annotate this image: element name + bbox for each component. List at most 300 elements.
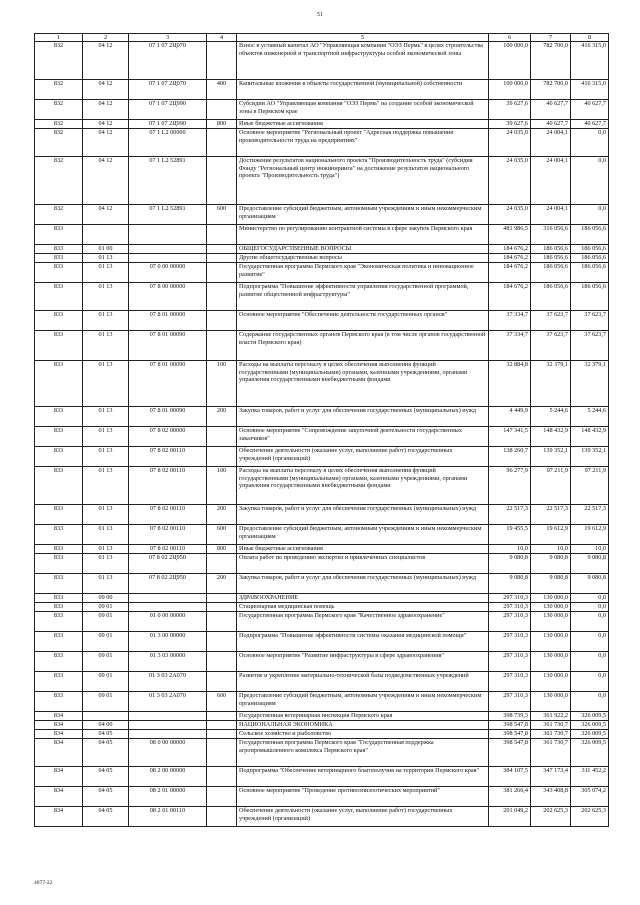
cell-target-article: 07 8 02 00110: [129, 525, 207, 545]
cell-amount-year2: 22 517,3: [531, 505, 571, 525]
cell-amount-year1: 4 449,9: [489, 407, 531, 427]
cell-amount-year3: 0,0: [571, 612, 609, 632]
cell-expense-type: 800: [207, 545, 237, 554]
cell-admin-code: 833: [35, 361, 83, 407]
cell-amount-year3: 139 352,1: [571, 447, 609, 467]
cell-amount-year2: 130 000,0: [531, 603, 571, 612]
cell-admin-code: 833: [35, 545, 83, 554]
cell-amount-year1: 384 107,5: [489, 767, 531, 787]
cell-description: Государственная ветеринарная инспекция Пермского края: [237, 712, 489, 721]
col-header: 8: [571, 34, 609, 42]
cell-amount-year2: 130 000,0: [531, 632, 571, 652]
table-row: [35, 712, 609, 721]
cell-section-code: 04 12: [83, 120, 129, 129]
cell-amount-year2: 202 625,3: [531, 807, 571, 827]
cell-description: Основное мероприятие "Сопровождение закупочной деятельности государственных заказчиков": [237, 427, 489, 447]
cell-description: Капитальные вложения в объекты государственной (муниципальной) собственности: [237, 80, 489, 100]
cell-amount-year2: 782 700,0: [531, 42, 571, 80]
cell-amount-year2: 347 173,4: [531, 767, 571, 787]
cell-target-article: [129, 721, 207, 730]
cell-amount-year3: 148 432,9: [571, 427, 609, 447]
col-header: 5: [237, 34, 489, 42]
cell-amount-year1: 9 080,8: [489, 574, 531, 594]
cell-amount-year2: 782 700,0: [531, 80, 571, 100]
cell-amount-year2: 186 056,6: [531, 245, 571, 254]
cell-description: Основное мероприятие "Региональный проект "Адресная поддержка повышения производительности труда на предприятиях": [237, 129, 489, 157]
cell-amount-year2: 24 004,1: [531, 129, 571, 157]
cell-description: Основное мероприятие "Обеспечение деятельности государственных органов": [237, 311, 489, 331]
cell-section-code: 09 01: [83, 672, 129, 692]
cell-amount-year1: 201 049,2: [489, 807, 531, 827]
cell-target-article: 07 0 00 00000: [129, 263, 207, 283]
table-row: [35, 721, 609, 730]
table-row: [35, 157, 609, 205]
cell-amount-year3: 0,0: [571, 129, 609, 157]
cell-description: Иные бюджетные ассигнования: [237, 120, 489, 129]
cell-description: Расходы на выплаты персоналу в целях обеспечения выполнения функций государственными (муниципальными) органами, казенными учреждениями, органами управления государственными внебюджетными фондами: [237, 467, 489, 505]
cell-amount-year2: 32 379,1: [531, 361, 571, 407]
cell-amount-year3: 0,0: [571, 632, 609, 652]
cell-section-code: 01 13: [83, 574, 129, 594]
cell-description: Основное мероприятие "Проведение противоэпизоотических мероприятий": [237, 787, 489, 807]
cell-description: Другие общегосударственные вопросы: [237, 254, 489, 263]
cell-section-code: 09 00: [83, 594, 129, 603]
cell-amount-year3: 416 315,0: [571, 80, 609, 100]
cell-amount-year3: 326 009,5: [571, 739, 609, 767]
cell-amount-year2: 130 000,0: [531, 612, 571, 632]
table-row: [35, 739, 609, 767]
footer-code: 4077-22: [34, 880, 53, 886]
cell-amount-year2: 361 730,7: [531, 739, 571, 767]
cell-admin-code: 833: [35, 554, 83, 574]
cell-section-code: 09 01: [83, 652, 129, 672]
cell-description: Содержание государственных органов Пермского края (в том числе органов государственной власти Пермского края): [237, 331, 489, 361]
cell-description: Сельское хозяйство и рыболовство: [237, 730, 489, 739]
cell-section-code: 04 05: [83, 730, 129, 739]
cell-admin-code: 832: [35, 100, 83, 120]
table-row: [35, 505, 609, 525]
cell-amount-year1: 297 310,3: [489, 612, 531, 632]
cell-amount-year1: 381 266,4: [489, 787, 531, 807]
cell-admin-code: 832: [35, 120, 83, 129]
cell-target-article: 07 1 L2 52891: [129, 205, 207, 225]
cell-amount-year1: 398 739,3: [489, 712, 531, 721]
cell-amount-year2: 19 612,9: [531, 525, 571, 545]
cell-section-code: 01 13: [83, 311, 129, 331]
cell-amount-year1: 24 035,0: [489, 205, 531, 225]
cell-expense-type: [207, 157, 237, 205]
table-row: [35, 730, 609, 739]
cell-amount-year1: 297 310,3: [489, 652, 531, 672]
cell-expense-type: [207, 225, 237, 245]
cell-amount-year1: 19 455,5: [489, 525, 531, 545]
cell-amount-year3: 326 009,5: [571, 730, 609, 739]
cell-target-article: [129, 603, 207, 612]
cell-section-code: 04 12: [83, 100, 129, 120]
cell-target-article: 01 3 00 00000: [129, 632, 207, 652]
table-row: [35, 787, 609, 807]
cell-admin-code: 833: [35, 505, 83, 525]
cell-expense-type: [207, 594, 237, 603]
cell-expense-type: 100: [207, 361, 237, 407]
cell-target-article: 07 8 02 2Ц950: [129, 554, 207, 574]
table-row: [35, 205, 609, 225]
cell-admin-code: 833: [35, 225, 83, 245]
cell-amount-year3: 19 612,9: [571, 525, 609, 545]
table-row: [35, 574, 609, 594]
cell-amount-year2: 24 004,1: [531, 157, 571, 205]
cell-expense-type: 800: [207, 120, 237, 129]
cell-amount-year1: 297 310,3: [489, 672, 531, 692]
table-row: [35, 554, 609, 574]
cell-admin-code: 833: [35, 311, 83, 331]
cell-section-code: 09 01: [83, 603, 129, 612]
cell-amount-year3: 326 009,5: [571, 712, 609, 721]
cell-expense-type: [207, 672, 237, 692]
cell-target-article: 07 1 07 2Ц070: [129, 42, 207, 80]
cell-description: Стационарная медицинская помощь: [237, 603, 489, 612]
cell-amount-year2: 5 244,6: [531, 407, 571, 427]
cell-amount-year3: 416 315,0: [571, 42, 609, 80]
cell-expense-type: [207, 603, 237, 612]
cell-expense-type: 400: [207, 80, 237, 100]
cell-section-code: 04 12: [83, 129, 129, 157]
cell-amount-year3: 22 517,3: [571, 505, 609, 525]
cell-amount-year3: 9 080,8: [571, 554, 609, 574]
col-header: 6: [489, 34, 531, 42]
cell-target-article: 07 8 02 00110: [129, 447, 207, 467]
cell-amount-year2: 9 080,8: [531, 574, 571, 594]
cell-section-code: 01 13: [83, 525, 129, 545]
cell-target-article: 07 8 01 00090: [129, 361, 207, 407]
cell-expense-type: [207, 129, 237, 157]
cell-amount-year2: 130 000,0: [531, 692, 571, 712]
cell-admin-code: 833: [35, 692, 83, 712]
cell-target-article: 07 8 02 00110: [129, 467, 207, 505]
cell-amount-year2: 361 922,2: [531, 712, 571, 721]
table-row: [35, 545, 609, 554]
cell-amount-year3: 186 056,6: [571, 245, 609, 254]
cell-amount-year1: 10,0: [489, 545, 531, 554]
cell-section-code: 09 01: [83, 612, 129, 632]
cell-amount-year1: 138 260,7: [489, 447, 531, 467]
cell-amount-year1: 481 986,5: [489, 225, 531, 245]
cell-expense-type: [207, 245, 237, 254]
cell-section-code: 01 13: [83, 283, 129, 311]
cell-description: Расходы на выплаты персоналу в целях обеспечения выполнения функций государственными (муниципальными) органами, казенными учреждениями, органами управления государственными внебюджетными фондами: [237, 361, 489, 407]
cell-amount-year2: 40 627,7: [531, 100, 571, 120]
cell-admin-code: 833: [35, 652, 83, 672]
cell-amount-year1: 184 676,2: [489, 254, 531, 263]
cell-amount-year1: 39 627,6: [489, 100, 531, 120]
table-row: [35, 612, 609, 632]
cell-target-article: 07 8 01 00090: [129, 331, 207, 361]
cell-expense-type: [207, 283, 237, 311]
cell-description: Взнос в уставный капитал АО "Управляющая компания "ОЭЗ Пермь" в целях строительства объектов инженерной и транспортной инфраструктуры особой экономической зоны: [237, 42, 489, 80]
cell-admin-code: 833: [35, 672, 83, 692]
cell-amount-year2: 361 730,7: [531, 730, 571, 739]
cell-description: Иные бюджетные ассигнования: [237, 545, 489, 554]
cell-amount-year3: 37 623,7: [571, 311, 609, 331]
budget-table: [34, 33, 609, 827]
cell-admin-code: 834: [35, 712, 83, 721]
cell-admin-code: 833: [35, 407, 83, 427]
cell-section-code: 09 01: [83, 692, 129, 712]
cell-amount-year3: 186 056,6: [571, 263, 609, 283]
cell-description: Государственная программа Пермского края "Экономическая политика и инновационное развитие": [237, 263, 489, 283]
cell-amount-year2: 24 004,1: [531, 205, 571, 225]
cell-amount-year3: 186 056,6: [571, 254, 609, 263]
cell-description: Предоставление субсидий бюджетным, автономным учреждениям и иным некоммерческим организациям: [237, 205, 489, 225]
cell-admin-code: 832: [35, 42, 83, 80]
cell-admin-code: 833: [35, 467, 83, 505]
cell-target-article: [129, 730, 207, 739]
cell-amount-year1: 398 547,8: [489, 730, 531, 739]
cell-expense-type: [207, 739, 237, 767]
cell-target-article: 08 2 01 00000: [129, 787, 207, 807]
cell-target-article: 08 2 01 00110: [129, 807, 207, 827]
cell-description: Субсидии АО "Управляющая компания "ОЭЗ Пермь" на создание особой экономической зоны в Пермском крае: [237, 100, 489, 120]
cell-description: Закупка товаров, работ и услуг для обеспечения государственных (муниципальных) нужд: [237, 407, 489, 427]
cell-target-article: [129, 254, 207, 263]
cell-amount-year1: 32 884,8: [489, 361, 531, 407]
cell-target-article: [129, 712, 207, 721]
cell-section-code: 04 05: [83, 787, 129, 807]
cell-admin-code: 834: [35, 721, 83, 730]
col-header: 2: [83, 34, 129, 42]
cell-description: НАЦИОНАЛЬНАЯ ЭКОНОМИКА: [237, 721, 489, 730]
cell-admin-code: 832: [35, 205, 83, 225]
cell-expense-type: 200: [207, 505, 237, 525]
cell-amount-year3: 0,0: [571, 205, 609, 225]
cell-amount-year2: 186 056,6: [531, 283, 571, 311]
cell-admin-code: 833: [35, 603, 83, 612]
cell-expense-type: [207, 554, 237, 574]
cell-amount-year1: 398 547,8: [489, 721, 531, 730]
cell-amount-year2: 130 000,0: [531, 652, 571, 672]
table-body: [35, 42, 609, 827]
cell-description: Основное мероприятие "Развитие инфраструктуры в сфере здравоохранения": [237, 652, 489, 672]
cell-amount-year3: 0,0: [571, 594, 609, 603]
cell-description: Оплата работ по проведению экспертиз и привлеченных специалистов: [237, 554, 489, 574]
cell-amount-year2: 97 211,9: [531, 467, 571, 505]
cell-target-article: [129, 245, 207, 254]
cell-expense-type: [207, 767, 237, 787]
cell-section-code: 01 13: [83, 407, 129, 427]
cell-target-article: 07 8 01 00090: [129, 407, 207, 427]
table-row: [35, 692, 609, 712]
cell-target-article: 07 1 07 2Ц990: [129, 100, 207, 120]
cell-expense-type: [207, 311, 237, 331]
table-row: [35, 427, 609, 447]
cell-amount-year1: 184 676,2: [489, 283, 531, 311]
cell-amount-year3: 9 080,8: [571, 574, 609, 594]
cell-admin-code: 834: [35, 767, 83, 787]
cell-admin-code: 832: [35, 157, 83, 205]
cell-amount-year3: 326 009,5: [571, 721, 609, 730]
cell-target-article: 07 8 01 00000: [129, 311, 207, 331]
cell-admin-code: 833: [35, 525, 83, 545]
cell-amount-year3: 0,0: [571, 157, 609, 205]
cell-description: Подпрограмма "Обеспечение ветеринарного благополучия на территории Пермского края": [237, 767, 489, 787]
cell-admin-code: 833: [35, 594, 83, 603]
cell-amount-year1: 100 000,0: [489, 80, 531, 100]
table-row: [35, 672, 609, 692]
cell-description: Закупка товаров, работ и услуг для обеспечения государственных (муниципальных) нужд: [237, 505, 489, 525]
cell-amount-year1: 184 676,2: [489, 263, 531, 283]
cell-amount-year3: 10,0: [571, 545, 609, 554]
cell-expense-type: [207, 632, 237, 652]
table-row: [35, 603, 609, 612]
cell-amount-year1: 96 277,9: [489, 467, 531, 505]
cell-amount-year3: 5 244,6: [571, 407, 609, 427]
cell-amount-year1: 37 334,7: [489, 331, 531, 361]
cell-section-code: 01 13: [83, 545, 129, 554]
cell-section-code: 01 13: [83, 263, 129, 283]
cell-amount-year2: 361 730,7: [531, 721, 571, 730]
cell-amount-year3: 0,0: [571, 692, 609, 712]
cell-section-code: 01 13: [83, 331, 129, 361]
cell-amount-year3: 40 627,7: [571, 100, 609, 120]
cell-amount-year2: 343 408,8: [531, 787, 571, 807]
table-row: [35, 120, 609, 129]
cell-section-code: 01 13: [83, 254, 129, 263]
table-row: [35, 254, 609, 263]
cell-admin-code: 833: [35, 263, 83, 283]
cell-amount-year2: 139 352,1: [531, 447, 571, 467]
cell-section-code: [83, 712, 129, 721]
cell-amount-year2: 37 623,7: [531, 331, 571, 361]
table-row: [35, 225, 609, 245]
table-row: [35, 807, 609, 827]
cell-section-code: 04 12: [83, 80, 129, 100]
cell-target-article: [129, 594, 207, 603]
cell-description: ОБЩЕГОСУДАРСТВЕННЫЕ ВОПРОСЫ: [237, 245, 489, 254]
cell-amount-year1: 297 310,3: [489, 603, 531, 612]
cell-amount-year1: 147 341,5: [489, 427, 531, 447]
cell-expense-type: [207, 427, 237, 447]
cell-amount-year2: 186 056,6: [531, 254, 571, 263]
cell-admin-code: 834: [35, 807, 83, 827]
cell-description: Закупка товаров, работ и услуг для обеспечения государственных (муниципальных) нужд: [237, 574, 489, 594]
cell-expense-type: 200: [207, 407, 237, 427]
cell-admin-code: 832: [35, 80, 83, 100]
cell-section-code: 04 12: [83, 205, 129, 225]
cell-admin-code: 834: [35, 730, 83, 739]
cell-target-article: 07 8 02 00110: [129, 505, 207, 525]
cell-admin-code: 833: [35, 283, 83, 311]
table-row: [35, 361, 609, 407]
cell-amount-year1: 39 627,6: [489, 120, 531, 129]
cell-section-code: 01 00: [83, 245, 129, 254]
cell-amount-year3: 311 452,2: [571, 767, 609, 787]
cell-admin-code: 834: [35, 739, 83, 767]
cell-amount-year2: 40 627,7: [531, 120, 571, 129]
cell-amount-year3: 202 625,3: [571, 807, 609, 827]
cell-expense-type: [207, 712, 237, 721]
cell-section-code: 04 05: [83, 807, 129, 827]
table-row: [35, 525, 609, 545]
cell-amount-year3: 0,0: [571, 652, 609, 672]
cell-amount-year1: 398 547,8: [489, 739, 531, 767]
cell-target-article: 01 0 00 00000: [129, 612, 207, 632]
table-row: [35, 283, 609, 311]
cell-target-article: 07 8 02 00110: [129, 545, 207, 554]
cell-expense-type: 600: [207, 525, 237, 545]
cell-amount-year3: 97 211,9: [571, 467, 609, 505]
table-row: [35, 100, 609, 120]
cell-admin-code: 833: [35, 612, 83, 632]
cell-amount-year3: 186 056,6: [571, 225, 609, 245]
cell-description: Министерство по регулированию контрактной системы в сфере закупок Пермского края: [237, 225, 489, 245]
cell-expense-type: [207, 652, 237, 672]
cell-amount-year1: 24 035,0: [489, 157, 531, 205]
cell-admin-code: 833: [35, 254, 83, 263]
table-row: [35, 245, 609, 254]
cell-expense-type: [207, 254, 237, 263]
cell-amount-year3: 305 074,2: [571, 787, 609, 807]
cell-amount-year2: 186 056,6: [531, 263, 571, 283]
cell-expense-type: [207, 42, 237, 80]
table-row: [35, 767, 609, 787]
cell-target-article: 07 1 07 2Ц990: [129, 120, 207, 129]
cell-target-article: 08 0 00 00000: [129, 739, 207, 767]
cell-section-code: 04 05: [83, 739, 129, 767]
cell-amount-year1: 297 310,3: [489, 594, 531, 603]
table-row: [35, 447, 609, 467]
cell-expense-type: [207, 612, 237, 632]
cell-amount-year2: 148 432,9: [531, 427, 571, 447]
table-row: [35, 632, 609, 652]
cell-target-article: 07 1 L2 00000: [129, 129, 207, 157]
table-row: [35, 594, 609, 603]
cell-description: Подпрограмма "Повышение эффективности управления государственной программой, развитие общественной инфраструктуры": [237, 283, 489, 311]
cell-description: Достижение результатов национального проекта "Производительность труда" (субсидия Фонду "Региональный центр инжиниринга" на достижение результатов национального проекта "Производительность труда"): [237, 157, 489, 205]
table-row: [35, 42, 609, 80]
cell-description: Государственная программа Пермского края "Государственная поддержка агропромышленного комплекса Пермского края": [237, 739, 489, 767]
cell-target-article: 07 8 02 2Ц950: [129, 574, 207, 594]
cell-expense-type: 200: [207, 574, 237, 594]
cell-section-code: 04 00: [83, 721, 129, 730]
cell-amount-year2: 37 623,7: [531, 311, 571, 331]
cell-target-article: 07 8 02 00000: [129, 427, 207, 447]
cell-amount-year1: 22 517,3: [489, 505, 531, 525]
cell-section-code: 01 13: [83, 554, 129, 574]
page-number: 51: [317, 12, 323, 18]
cell-admin-code: 833: [35, 632, 83, 652]
cell-amount-year1: 37 334,7: [489, 311, 531, 331]
cell-section-code: [83, 225, 129, 245]
cell-section-code: 01 13: [83, 427, 129, 447]
cell-amount-year1: 24 035,0: [489, 129, 531, 157]
cell-admin-code: 833: [35, 427, 83, 447]
table-row: [35, 407, 609, 427]
col-header: 1: [35, 34, 83, 42]
cell-expense-type: [207, 807, 237, 827]
cell-section-code: 04 12: [83, 157, 129, 205]
cell-amount-year3: 0,0: [571, 672, 609, 692]
cell-description: Развитие и укрепление материально-технической базы подведомственных учреждений: [237, 672, 489, 692]
table-row: [35, 652, 609, 672]
col-header: 7: [531, 34, 571, 42]
cell-amount-year2: 130 000,0: [531, 672, 571, 692]
col-header: 3: [129, 34, 207, 42]
cell-target-article: 01 3 03 00000: [129, 652, 207, 672]
cell-description: Подпрограмма "Повышение эффективности системы оказания медицинской помощи": [237, 632, 489, 652]
cell-amount-year2: 9 080,8: [531, 554, 571, 574]
cell-amount-year1: 9 080,8: [489, 554, 531, 574]
table-row: [35, 263, 609, 283]
